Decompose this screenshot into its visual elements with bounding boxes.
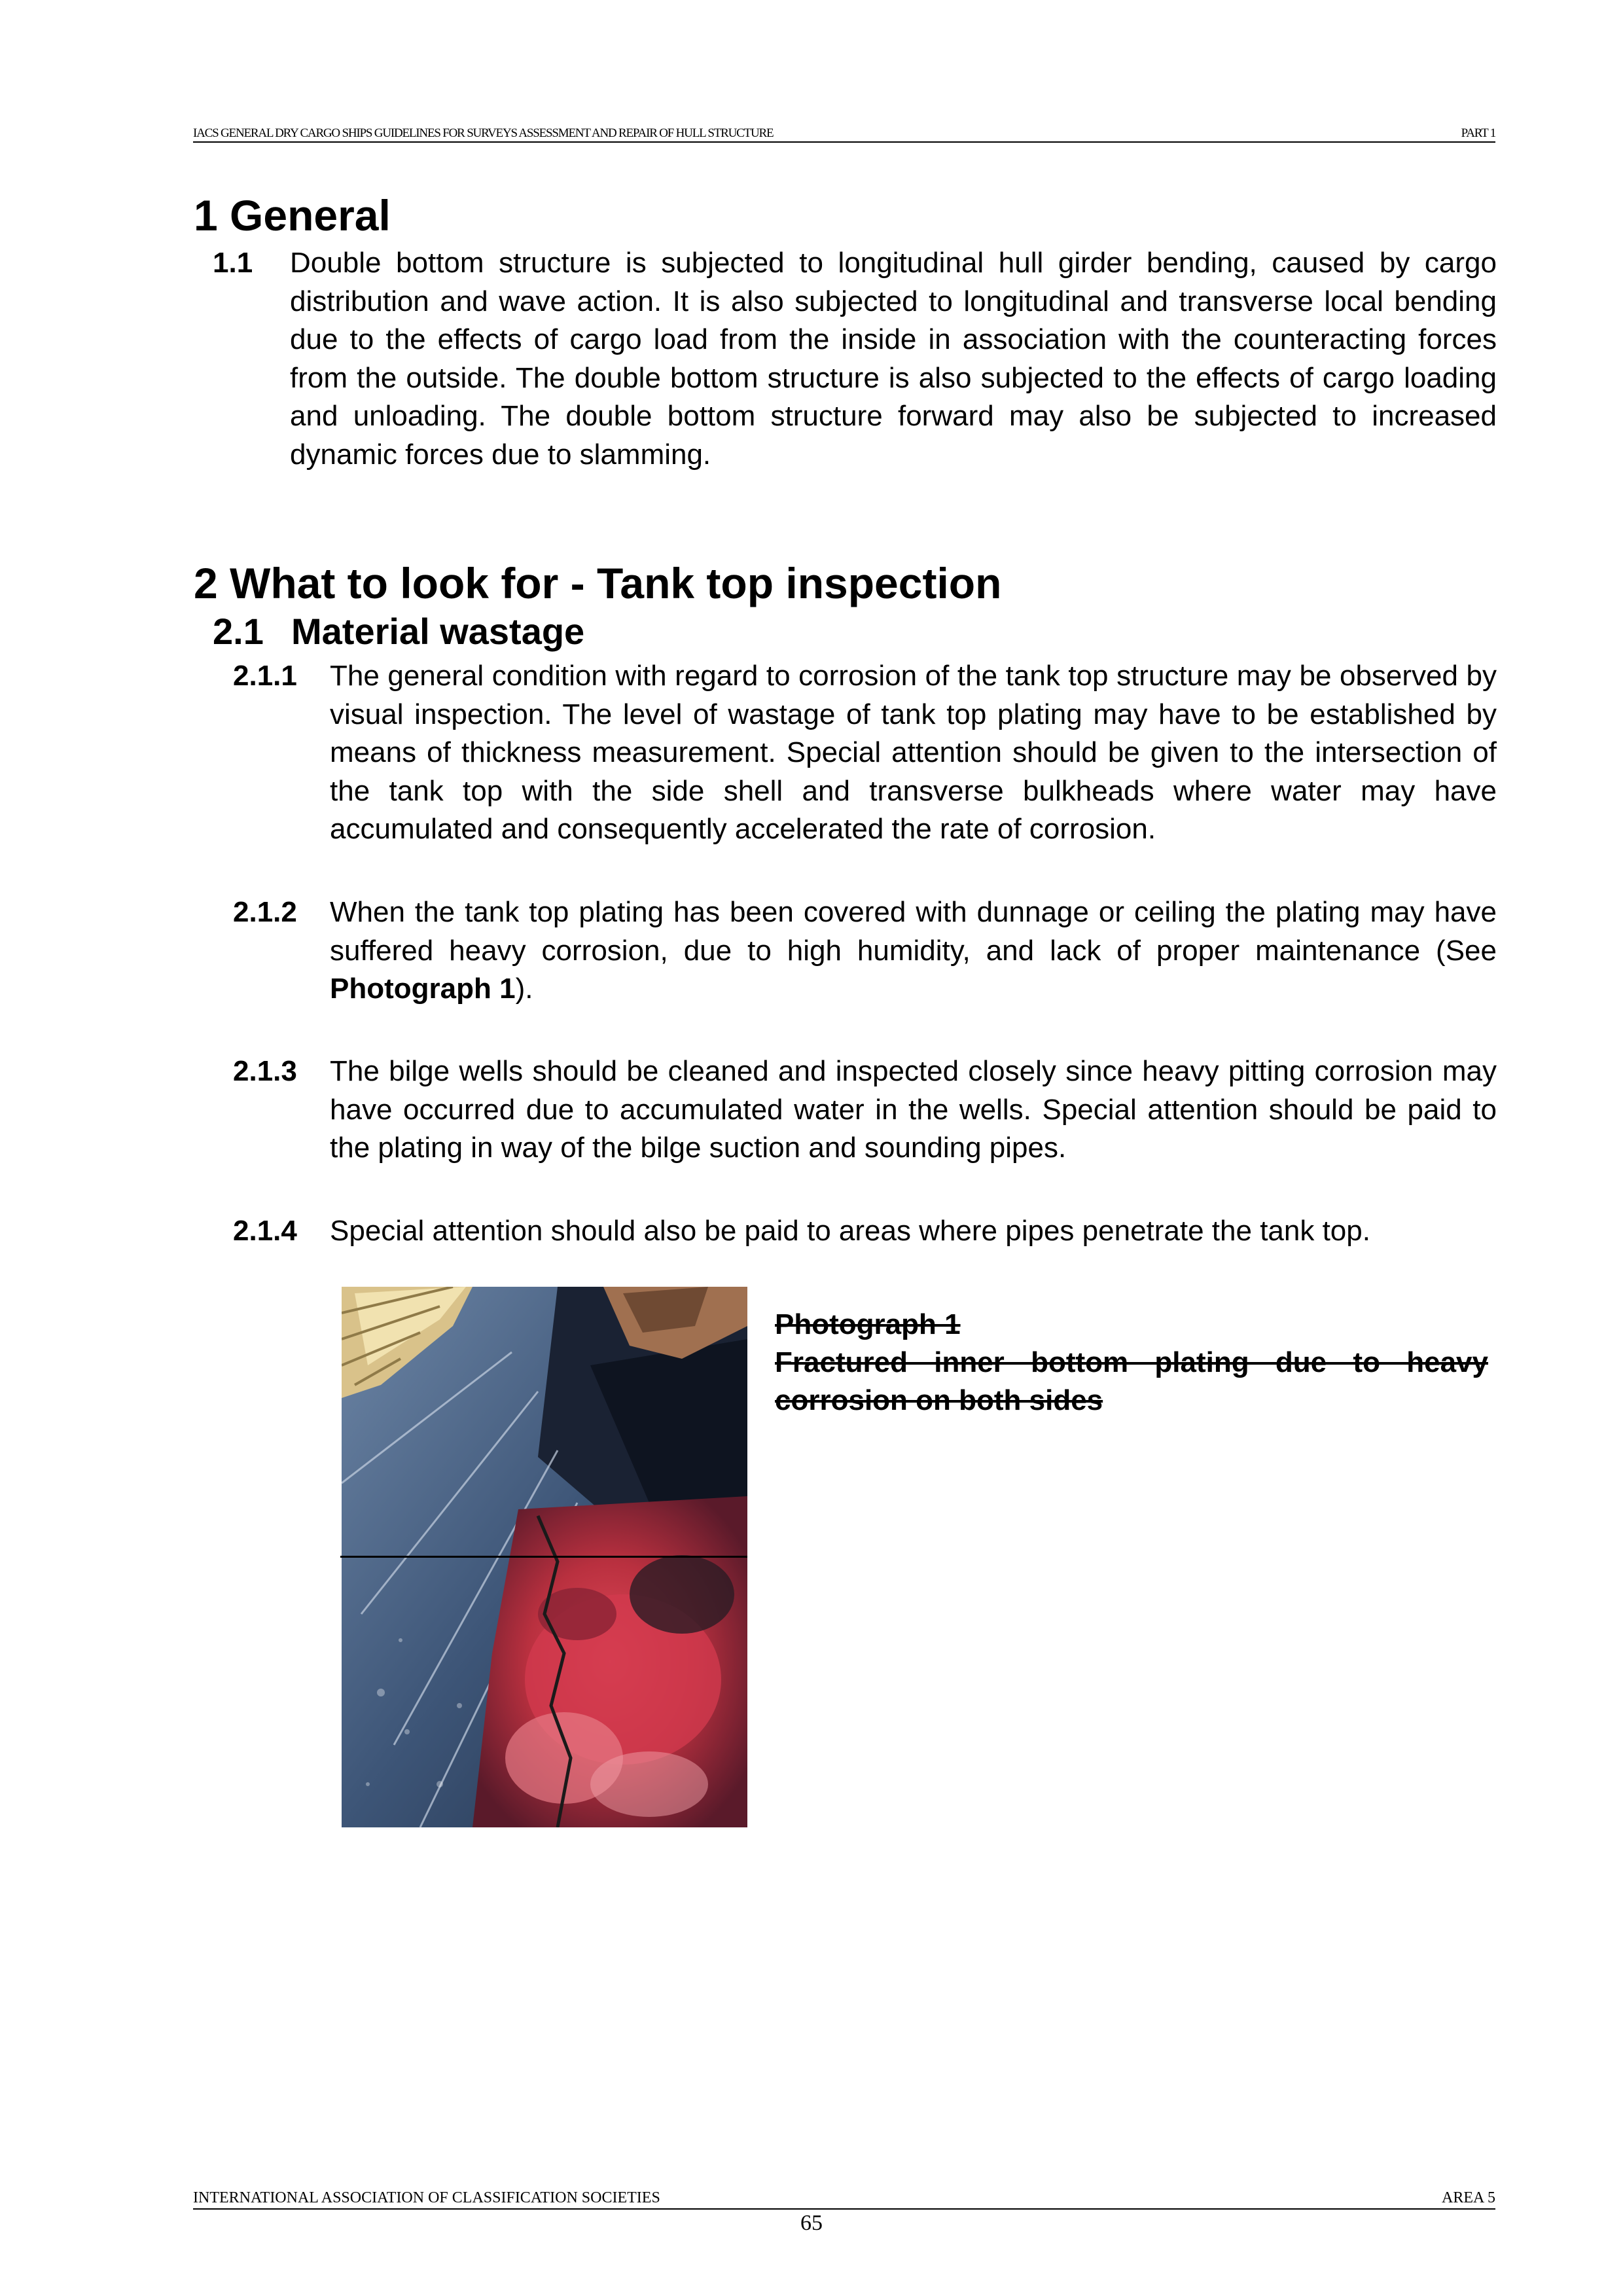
photograph-caption [775, 1306, 1488, 1420]
caption-title: Photograph 1 [775, 1308, 961, 1340]
paragraph-number: 2.1.4 [233, 1215, 297, 1247]
paragraph-text: The general condition with regard to corrosion of the tank top structure may be observed by visual inspection. The level of wastage of tank top plating may have to be established by means of thickness measurement. Special attention should be given to the intersection of the tank top with the side shell and transverse bulkheads where water may have accumulated and consequently accelerated the rate of corrosion. [330, 660, 1497, 845]
footer-area-label: AREA 5 [1441, 2189, 1495, 2206]
page-number: 65 [800, 2211, 823, 2235]
header-document-title: IACS GENERAL DRY CARGO SHIPS GUIDELINES FOR SURVEYS ASSESSMENT AND REPAIR OF HULL STRUCTURE [193, 126, 774, 140]
paragraph-text: When the tank top plating has been covered with dunnage or ceiling the plating may have suffered heavy corrosion, due to high humidity, and lack of proper maintenance (See [330, 896, 1497, 967]
paragraph-text: Double bottom structure is subjected to longitudinal hull girder bending, caused by cargo distribution and wave action. It is also subjected to longitudinal and transverse local bending due to the effects of cargo load from the inside in association with the counteracting forces from the outside. The double bottom structure is also subjected to the effects of cargo loading and unloading. The double bottom structure forward may also be subjected to increased dynamic forces due to slamming. [290, 247, 1497, 471]
paragraph-number: 2.1.1 [233, 660, 297, 692]
paragraph-number: 2.1.3 [233, 1055, 297, 1087]
paragraph-2-1-3 [233, 1052, 1497, 1168]
photograph-divider-line [340, 1556, 747, 1558]
paragraph-text-end: ). [515, 973, 533, 1005]
page-header [193, 123, 1495, 143]
paragraph-text: The bilge wells should be cleaned and inspected closely since heavy pitting corrosion may have occurred due to accumulated water in the wells. Special attention should be paid to the plating in way of the bilge suction and sounding pipes. [330, 1055, 1497, 1164]
caption-text: Fractured inner bottom plating due to heavy corrosion on both sides [775, 1346, 1488, 1416]
paragraph-1-1 [213, 244, 1497, 474]
section-1-heading: 1 General [194, 191, 391, 240]
paragraph-number: 1.1 [213, 247, 253, 279]
footer-organization: INTERNATIONAL ASSOCIATION OF CLASSIFICATION SOCIETIES [193, 2189, 660, 2206]
paragraph-2-1-1 [233, 657, 1497, 849]
paragraph-2-1-4 [233, 1212, 1497, 1251]
subsection-2-1-heading [213, 610, 584, 653]
photograph-reference: Photograph 1 [330, 973, 516, 1005]
subsection-title: Material wastage [291, 611, 585, 652]
subsection-number: 2.1 [213, 611, 264, 652]
paragraph-2-1-2 [233, 893, 1497, 1009]
paragraph-number: 2.1.2 [233, 896, 297, 928]
page-footer [193, 2186, 1495, 2210]
header-part-label: PART 1 [1461, 126, 1495, 140]
section-2-heading: 2 What to look for - Tank top inspection [194, 559, 1002, 607]
paragraph-text: Special attention should also be paid to areas where pipes penetrate the tank top. [330, 1215, 1370, 1247]
